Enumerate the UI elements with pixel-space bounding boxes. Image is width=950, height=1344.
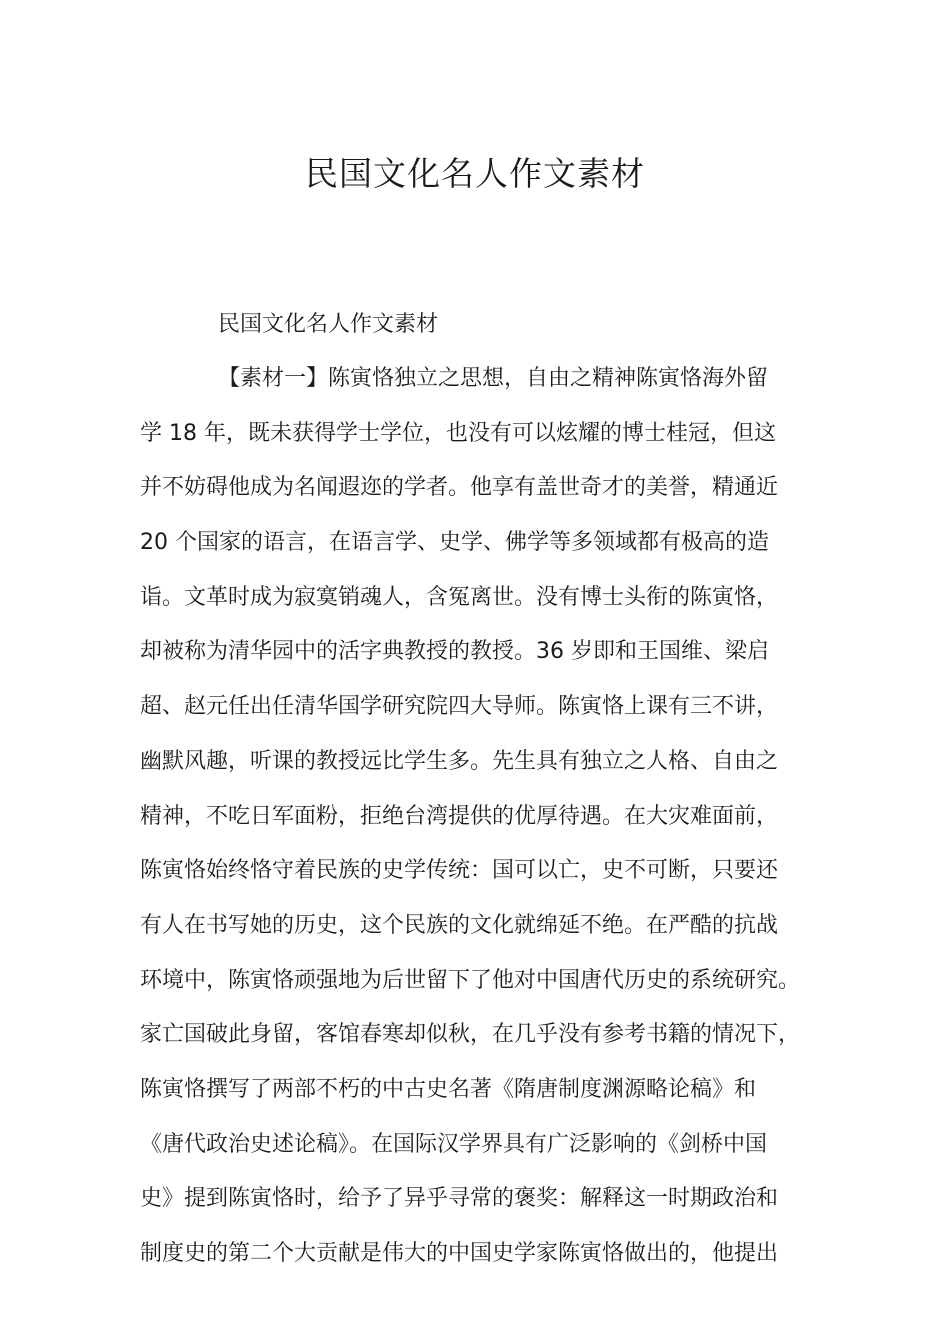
document-subtitle: 民国文化名人作文素材 (218, 312, 439, 337)
paragraph-line: 史》提到陈寅恪时，给予了异乎寻常的褒奖：解释这一时期政治和 (140, 1186, 779, 1212)
paragraph-line: 并不妨碍他成为名闻遐迩的学者。他享有盖世奇才的美誉，精通近 (140, 475, 779, 501)
paragraph-line: 陈寅恪始终恪守着民族的史学传统：国可以亡，史不可断，只要还 (140, 858, 779, 884)
paragraph-line: 环境中，陈寅恪顽强地为后世留下了他对中国唐代历史的系统研究。 (140, 967, 801, 993)
paragraph-line: 学 18 年，既未获得学士学位，也没有可以炫耀的博士桂冠，但这 (140, 420, 776, 446)
paragraph-line: 有人在书写她的历史，这个民族的文化就绵延不绝。在严酷的抗战 (140, 912, 779, 938)
paragraph-line: 陈寅恪撰写了两部不朽的中古史名著《隋唐制度渊源略论稿》和 (140, 1076, 757, 1102)
paragraph-line: 精神，不吃日军面粉，拒绝台湾提供的优厚待遇。在大灾难面前， (140, 803, 779, 829)
paragraph-line: 【素材一】陈寅恪独立之思想，自由之精神陈寅恪海外留 (218, 366, 769, 391)
paragraph-line: 却被称为清华园中的活字典教授的教授。36 岁即和王国维、梁启 (140, 639, 769, 665)
paragraph-line: 制度史的第二个大贡献是伟大的中国史学家陈寅恪做出的，他提出 (140, 1241, 779, 1266)
document-title: 民国文化名人作文素材 (305, 154, 645, 193)
paragraph-line: 幽默风趣，听课的教授远比学生多。先生具有独立之人格、自由之 (140, 748, 779, 774)
paragraph-line: 超、赵元任出任清华国学研究院四大导师。陈寅恪上课有三不讲， (140, 694, 779, 720)
paragraph-line: 《唐代政治史述论稿》。在国际汉学界具有广泛影响的《剑桥中国 (140, 1131, 768, 1157)
paragraph-line: 诣。文革时成为寂寞销魂人，含冤离世。没有博士头衔的陈寅恪， (140, 584, 779, 610)
body-paragraph (140, 352, 840, 1282)
paragraph-line: 家亡国破此身留，客馆春寒却似秋，在几乎没有参考书籍的情况下， (140, 1022, 801, 1048)
paragraph-line: 20 个国家的语言，在语言学、史学、佛学等多领域都有极高的造 (140, 530, 769, 556)
